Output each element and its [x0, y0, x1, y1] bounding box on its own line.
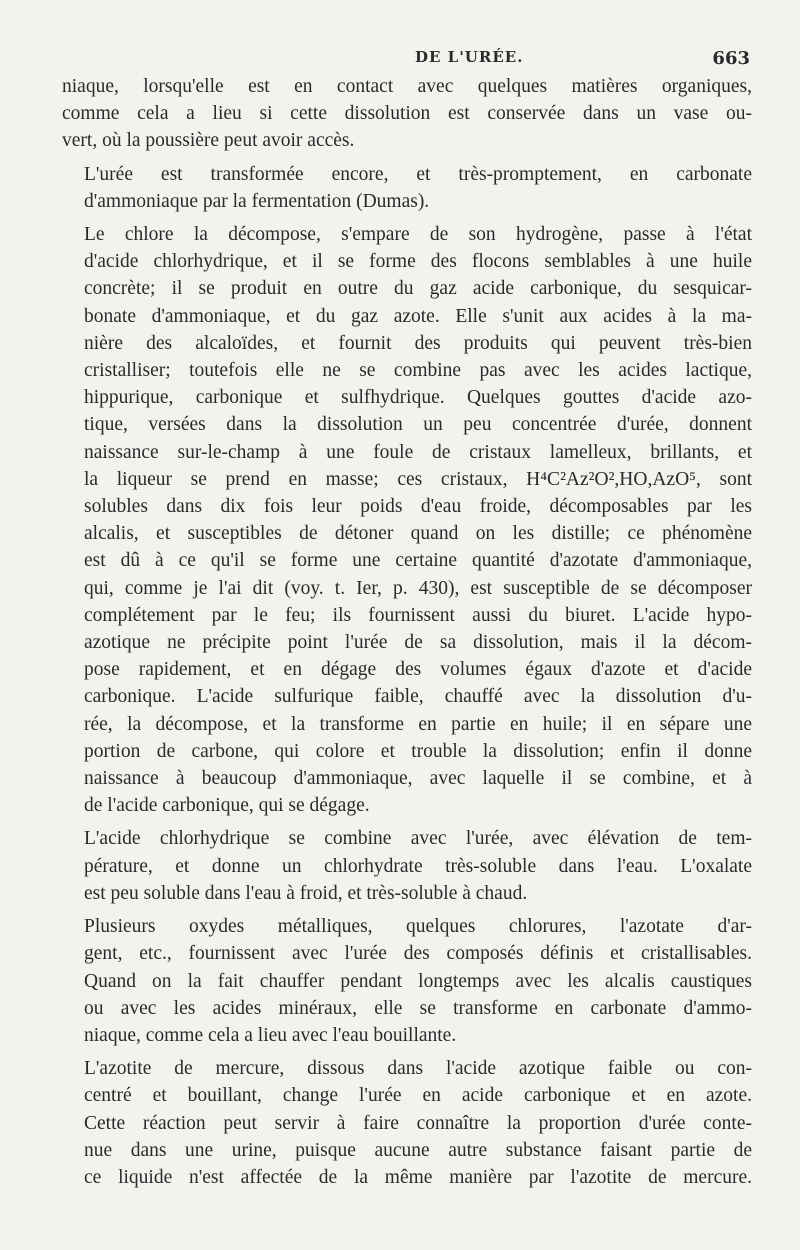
- text-line: est peu soluble dans l'eau à froid, et très-soluble à chaud.: [84, 882, 528, 904]
- text-line: nière des alcaloïdes, et fournit des produits qui peuvent très-bien: [84, 332, 752, 354]
- text-line: Plusieurs oxydes métalliques, quelques chlorures, l'azotate d'ar-: [84, 916, 752, 938]
- text-line: Cette réaction peut servir à faire connaître la proportion d'urée conte-: [84, 1112, 752, 1134]
- text-line: ou avec les acides minéraux, elle se transforme en carbonate d'ammo-: [84, 997, 752, 1019]
- text-line: est dû à ce qu'il se forme une certaine quantité d'azotate d'ammoniaque,: [84, 550, 752, 572]
- text-line: Le chlore la décompose, s'empare de son hydrogène, passe à l'état: [84, 224, 752, 246]
- text-line: pose rapidement, et en dégage des volumes égaux d'azote et d'acide: [84, 659, 752, 681]
- paragraph: [62, 221, 752, 819]
- text-line: rée, la décompose, et la transforme en partie en huile; il en sépare une: [84, 713, 752, 735]
- text-line: pérature, et donne un chlorhydrate très-soluble dans l'eau. L'oxalate: [84, 855, 752, 877]
- page-number: 663: [712, 48, 750, 69]
- text-line: gent, etc., fournissent avec l'urée des composés définis et cristallisables.: [84, 943, 752, 965]
- text-line: cristalliser; toutefois elle ne se combine pas avec les acides lactique,: [84, 360, 752, 382]
- text-line: niaque, lorsqu'elle est en contact avec quelques matières organiques,: [62, 76, 752, 97]
- text-line: solubles dans dix fois leur poids d'eau froide, décomposables par les: [84, 496, 752, 518]
- text-line: complétement par le feu; ils fournissent aussi du biuret. L'acide hypo-: [84, 604, 752, 626]
- text-line: concrète; il se produit en outre du gaz acide carbonique, du sesquicar-: [84, 278, 752, 300]
- text-line: Quand on la fait chauffer pendant longtemps avec les alcalis caustiques: [84, 970, 752, 992]
- text-line: de l'acide carbonique, qui se dégage.: [84, 795, 370, 817]
- text-line: ce liquide n'est affectée de la même manière par l'azotite de mercure.: [84, 1166, 752, 1188]
- text-line: L'urée est transformée encore, et très-promptement, en carbonate: [84, 163, 752, 185]
- text-line: comme cela a lieu si cette dissolution est conservée dans un vase ou-: [62, 103, 752, 125]
- page-header: [60, 48, 750, 72]
- text-line: d'acide chlorhydrique, et il se forme des flocons semblables à une huile: [84, 251, 752, 273]
- paragraph: [62, 825, 752, 907]
- text-line: vert, où la poussière peut avoir accès.: [62, 130, 355, 152]
- text-line: tique, versées dans la dissolution un peu concentrée d'urée, donnent: [84, 414, 752, 436]
- paragraph: [62, 1055, 752, 1191]
- text-line: nue dans une urine, puisque aucune autre substance faisant partie de: [84, 1139, 752, 1161]
- text-line: d'ammoniaque par la fermentation (Dumas).: [84, 190, 430, 212]
- paragraph: [62, 913, 752, 1049]
- running-title: DE L'URÉE.: [415, 48, 524, 66]
- paragraph: [62, 73, 752, 155]
- text-line: hippurique, carbonique et sulfhydrique. Quelques gouttes d'acide azo-: [84, 387, 752, 409]
- text-line: niaque, comme cela a lieu avec l'eau bouillante.: [84, 1024, 457, 1046]
- text-line: carbonique. L'acide sulfurique faible, chauffé avec la dissolution d'u-: [84, 686, 752, 708]
- text-line: portion de carbone, qui colore et trouble la dissolution; enfin il donne: [84, 740, 752, 762]
- text-line: azotique ne précipite point l'urée de sa dissolution, mais il la décom-: [84, 632, 752, 654]
- text-line: L'acide chlorhydrique se combine avec l'urée, avec élévation de tem-: [84, 828, 752, 850]
- text-line: naissance à beaucoup d'ammoniaque, avec laquelle il se combine, et à: [84, 768, 752, 790]
- body-text: [62, 73, 752, 1197]
- text-line: naissance sur-le-champ à une foule de cristaux lamelleux, brillants, et: [84, 441, 752, 463]
- text-line: bonate d'ammoniaque, et du gaz azote. Elle s'unit aux acides à la ma-: [84, 305, 752, 327]
- text-line: centré et bouillant, change l'urée en acide carbonique et en azote.: [84, 1085, 752, 1107]
- text-line: la liqueur se prend en masse; ces cristaux, H⁴C²Az²O²,HO,AzO⁵, sont: [84, 468, 752, 490]
- text-line: L'azotite de mercure, dissous dans l'acide azotique faible ou con-: [84, 1058, 752, 1080]
- paragraph: [62, 161, 752, 215]
- text-line: alcalis, et susceptibles de détoner quand on les distille; ce phénomène: [84, 523, 752, 545]
- text-line: qui, comme je l'ai dit (voy. t. Ier, p. 430), est susceptible de se décomposer: [84, 577, 752, 599]
